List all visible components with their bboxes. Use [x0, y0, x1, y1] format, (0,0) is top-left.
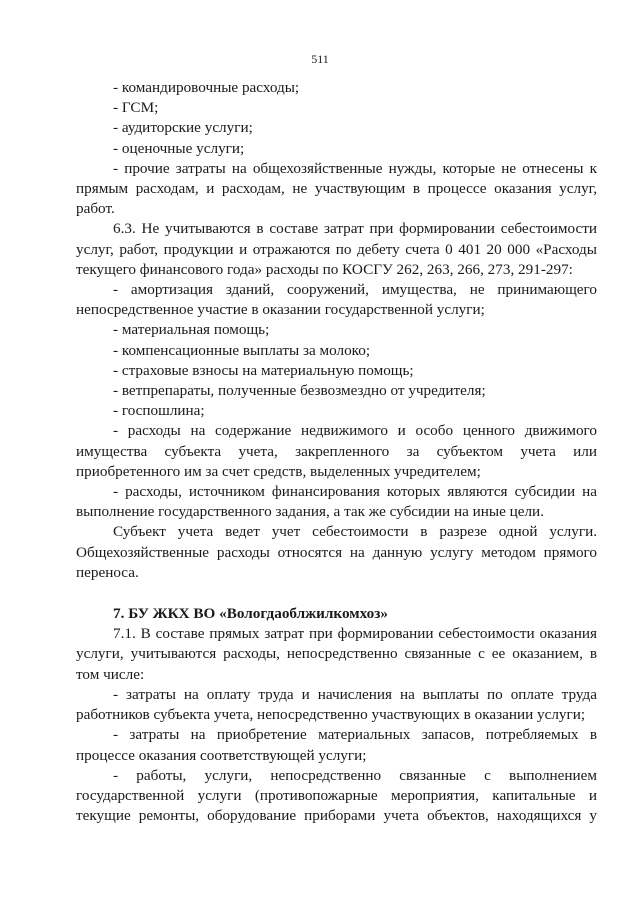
list-item: - командировочные расходы; [113, 79, 300, 96]
list-item: - материальная помощь; [113, 321, 270, 339]
paragraph-line: - работы, услуги, непосредственно связанные с выполнением [113, 766, 597, 784]
paragraph-line: Общехозяйственные расходы относятся на данную услугу методом прямого [76, 543, 597, 561]
list-item: - компенсационные выплаты за молоко; [113, 341, 371, 359]
paragraph-line: текущие ремонты, оборудование приборами учета объектов, находящихся у [76, 807, 597, 825]
paragraph-line: выполнение государственного задания, а так же субсидии на иные цели. [76, 503, 544, 521]
paragraph-line: услуг, работ, продукции и отражаются по дебету счета 0 401 20 000 «Расходы [76, 240, 597, 258]
paragraph-line: процессе оказания соответствующей услуги; [76, 746, 367, 764]
paragraph-line: переноса. [76, 563, 139, 581]
paragraph-line: 7.1. В составе прямых затрат при формировании себестоимости оказания [113, 625, 597, 643]
list-item: - госпошлина; [113, 402, 205, 420]
section-heading: 7. БУ ЖКХ ВО «Вологдаоблжилкомхоз» [113, 605, 388, 623]
list-item: - страховые взносы на материальную помощь; [113, 361, 414, 379]
section-spacer [76, 583, 597, 604]
list-item: - оценочные услуги; [113, 139, 245, 157]
paragraph-line: - расходы на содержание недвижимого и особо ценного движимого [113, 422, 597, 440]
paragraph-line: - амортизация зданий, сооружений, имущества, не принимающего [113, 281, 597, 299]
page-number: 511 [311, 52, 329, 66]
paragraph-line: - затраты на оплату труда и начисления на выплаты по оплате труда [113, 685, 597, 703]
paragraph-line: работ. [76, 200, 115, 218]
paragraph-line: - затраты на приобретение материальных запасов, потребляемых в [113, 726, 597, 744]
paragraph-line: - прочие затраты на общехозяйственные нужды, которые не отнесены к [113, 159, 597, 177]
paragraph-line: работников субъекта учета, непосредственно участвующих в оказании услуги; [76, 706, 586, 724]
paragraph-line: непосредственное участие в оказании государственной услуги; [76, 301, 485, 319]
document-body [76, 78, 597, 826]
paragraph-line: прямым расходам, и расходам, не участвующим в процессе оказания услуг, [76, 180, 597, 198]
paragraph-line: приобретенного им за счет средств, выделенных учредителем; [76, 462, 481, 480]
paragraph-line: 6.3. Не учитываются в составе затрат при формировании себестоимости [113, 220, 597, 238]
list-item: - аудиторские услуги; [113, 119, 253, 137]
paragraph-line: государственной услуги (противопожарные мероприятия, капитальные и [76, 786, 597, 804]
paragraph-line: - расходы, источником финансирования которых являются субсидии на [113, 483, 597, 501]
paragraph-line: Субъект учета ведет учет себестоимости в разрезе одной услуги. [113, 523, 597, 541]
list-item: - ветпрепараты, полученные безвозмездно от учредителя; [113, 382, 486, 400]
paragraph-line: имущества субъекта учета, закрепленного за субъектом учета или [76, 442, 597, 460]
paragraph-line: услуги, учитываются расходы, непосредственно связанные с ее оказанием, в [76, 645, 597, 663]
list-item: - ГСМ; [113, 99, 159, 117]
paragraph-line: текущего финансового года» расходы по КОСГУ 262, 263, 266, 273, 291-297: [76, 260, 573, 278]
paragraph-line: том числе: [76, 665, 145, 683]
